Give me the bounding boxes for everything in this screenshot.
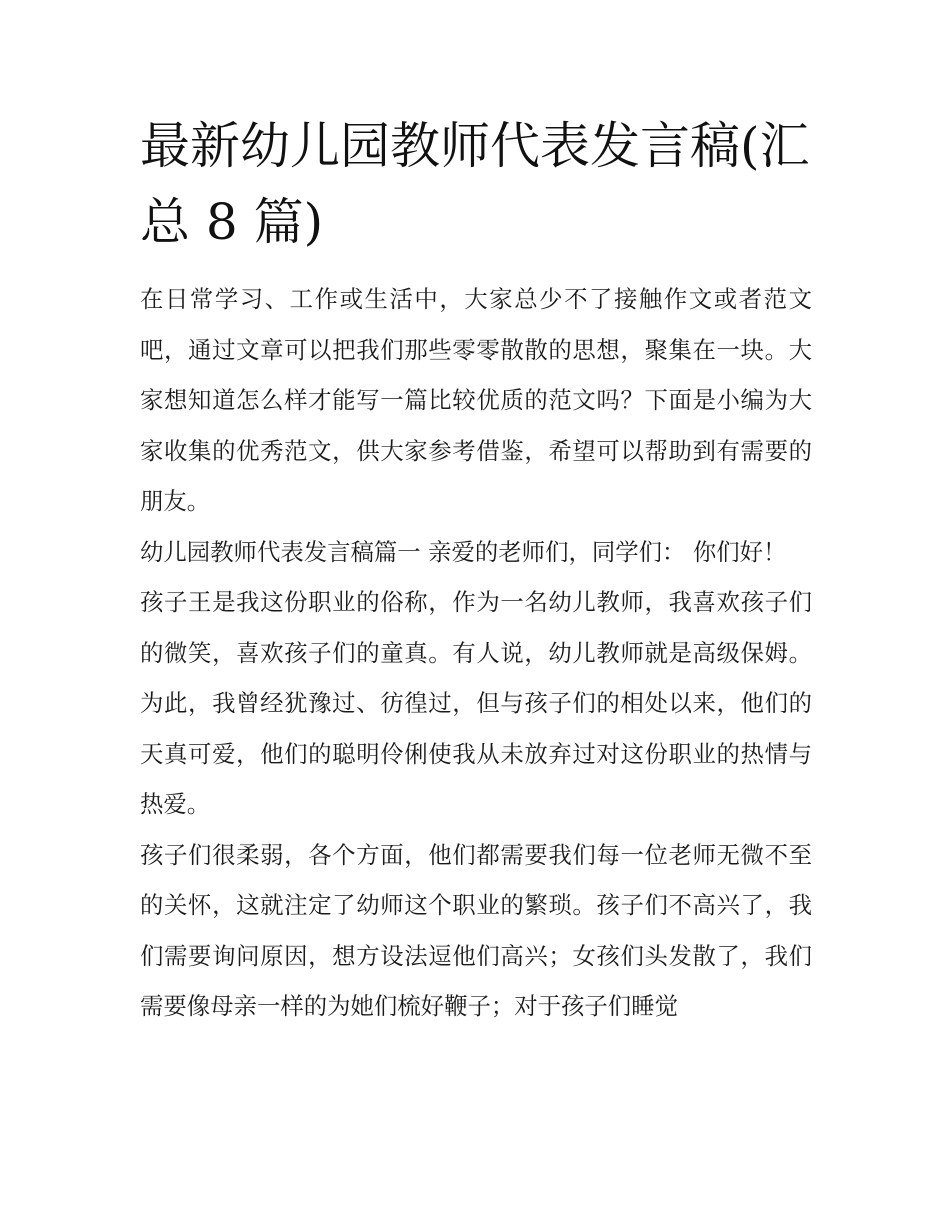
intro-paragraph: 在日常学习、工作或生活中，大家总少不了接触作文或者范文吧，通过文章可以把我们那些零零散散的思想，聚集在一块。大家想知道怎么样才能写一篇比较优质的范文吗？下面是小编为大家收集的优秀范文，供大家参考借鉴，希望可以帮助到有需要的朋友。 <box>140 285 812 515</box>
body-paragraph: 孩子们很柔弱，各个方面，他们都需要我们每一位老师无微不至的关怀，这就注定了幼师这个职业的繁琐。孩子们不高兴了，我们需要询问原因，想方设法逗他们高兴；女孩们头发散了，我们需要像母亲一样的为她们梳好鞭子；对于孩子们睡觉 <box>140 840 812 1020</box>
speech-greeting-paragraph: 幼儿园教师代表发言稿篇一 亲爱的老师们，同学们： 你们好！ <box>140 537 787 566</box>
document-title: 最新幼儿园教师代表发言稿(汇总 8 篇) <box>140 117 810 251</box>
body-paragraph: 孩子王是我这份职业的俗称，作为一名幼儿教师，我喜欢孩子们的微笑，喜欢孩子们的童真。有人说，幼儿教师就是高级保姆。为此，我曾经犹豫过、彷徨过，但与孩子们的相处以来，他们的天真可爱，他们的聪明伶俐使我从未放弃过对这份职业的热情与热爱。 <box>140 588 812 818</box>
document-body <box>140 108 812 1032</box>
